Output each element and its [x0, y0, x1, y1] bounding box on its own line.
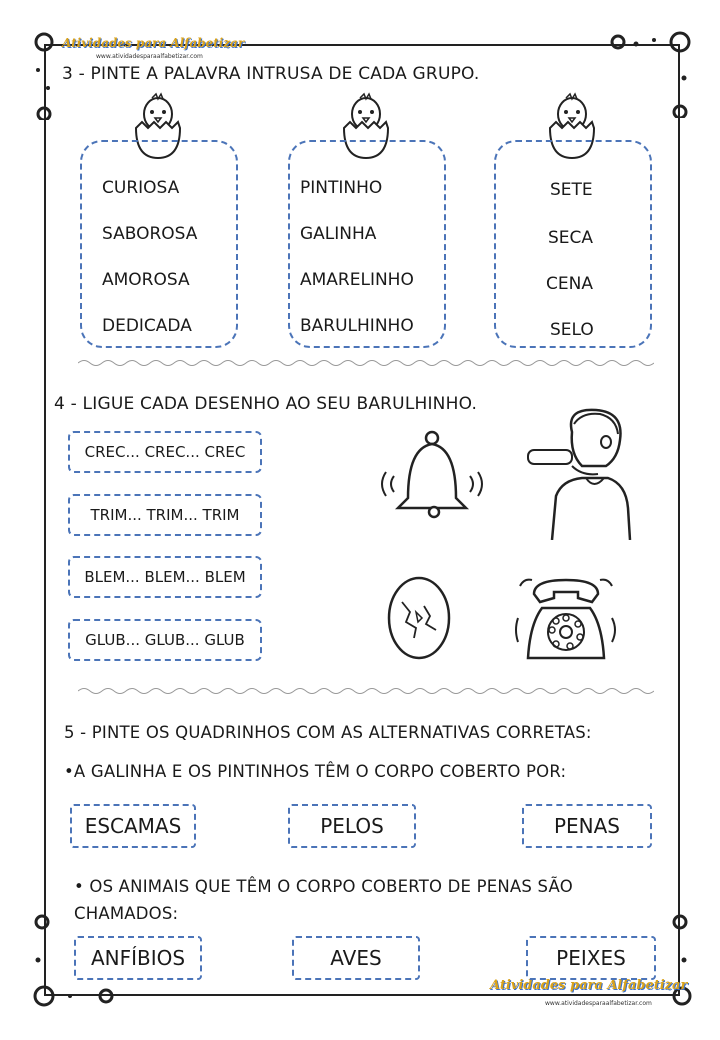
bell-icon[interactable] [372, 428, 492, 528]
question-5-part-2-text-continued: CHAMADOS: [74, 904, 179, 923]
answer-option[interactable]: PENAS [522, 804, 652, 848]
sound-box[interactable]: GLUB... GLUB... GLUB [68, 619, 262, 661]
telephone-icon[interactable] [512, 574, 620, 664]
question-3-title: 3 - PINTE A PALAVRA INTRUSA DE CADA GRUPO. [62, 64, 480, 84]
group-2-word[interactable]: GALINHA [300, 224, 377, 244]
sound-box[interactable]: CREC... CREC... CREC [68, 431, 262, 473]
answer-option[interactable]: ESCAMAS [70, 804, 196, 848]
group-2-word[interactable]: AMARELINHO [300, 270, 414, 290]
corner-decoration-bottom-right [660, 910, 700, 1010]
sound-box[interactable]: TRIM... TRIM... TRIM [68, 494, 262, 536]
group-1-word[interactable]: CURIOSA [102, 178, 180, 198]
site-url-top: www.atividadesparaalfabetizar.com [96, 53, 203, 60]
group-3-word[interactable]: SELO [550, 320, 594, 340]
question-5-part-1-text: •A GALINHA E OS PINTINHOS TÊM O CORPO COBERTO POR: [64, 762, 567, 781]
boy-drinking-icon[interactable] [522, 404, 632, 540]
question-4-title: 4 - LIGUE CADA DESENHO AO SEU BARULHINHO. [54, 394, 478, 414]
group-3-word[interactable]: CENA [546, 274, 593, 294]
sound-box[interactable]: BLEM... BLEM... BLEM [68, 556, 262, 598]
site-url-bottom: www.atividadesparaalfabetizar.com [545, 1000, 652, 1007]
group-1-word[interactable]: DEDICADA [102, 316, 192, 336]
ornament-divider [78, 686, 654, 696]
group-2-word[interactable]: PINTINHO [300, 178, 383, 198]
answer-option[interactable]: ANFÍBIOS [74, 936, 202, 980]
group-1-word[interactable]: AMOROSA [102, 270, 190, 290]
site-logo-bottom: Atividades para Alfabetizar [490, 978, 688, 993]
group-1-word[interactable]: SABOROSA [102, 224, 198, 244]
question-5-title: 5 - PINTE OS QUADRINHOS COM AS ALTERNATIVAS CORRETAS: [64, 723, 592, 742]
answer-option[interactable]: PELOS [288, 804, 416, 848]
group-3-word[interactable]: SETE [550, 180, 593, 200]
cracking-egg-icon[interactable] [384, 572, 454, 662]
answer-option[interactable]: AVES [292, 936, 420, 980]
ornament-divider [78, 358, 654, 368]
question-5-part-2-text: • OS ANIMAIS QUE TÊM O CORPO COBERTO DE PENAS SÃO [74, 877, 573, 896]
site-logo-top: Atividades para Alfabetizar [62, 36, 245, 50]
group-3-word[interactable]: SECA [548, 228, 594, 248]
corner-decoration-top-right [606, 28, 696, 118]
answer-option[interactable]: PEIXES [526, 936, 656, 980]
group-2-word[interactable]: BARULHINHO [300, 316, 414, 336]
